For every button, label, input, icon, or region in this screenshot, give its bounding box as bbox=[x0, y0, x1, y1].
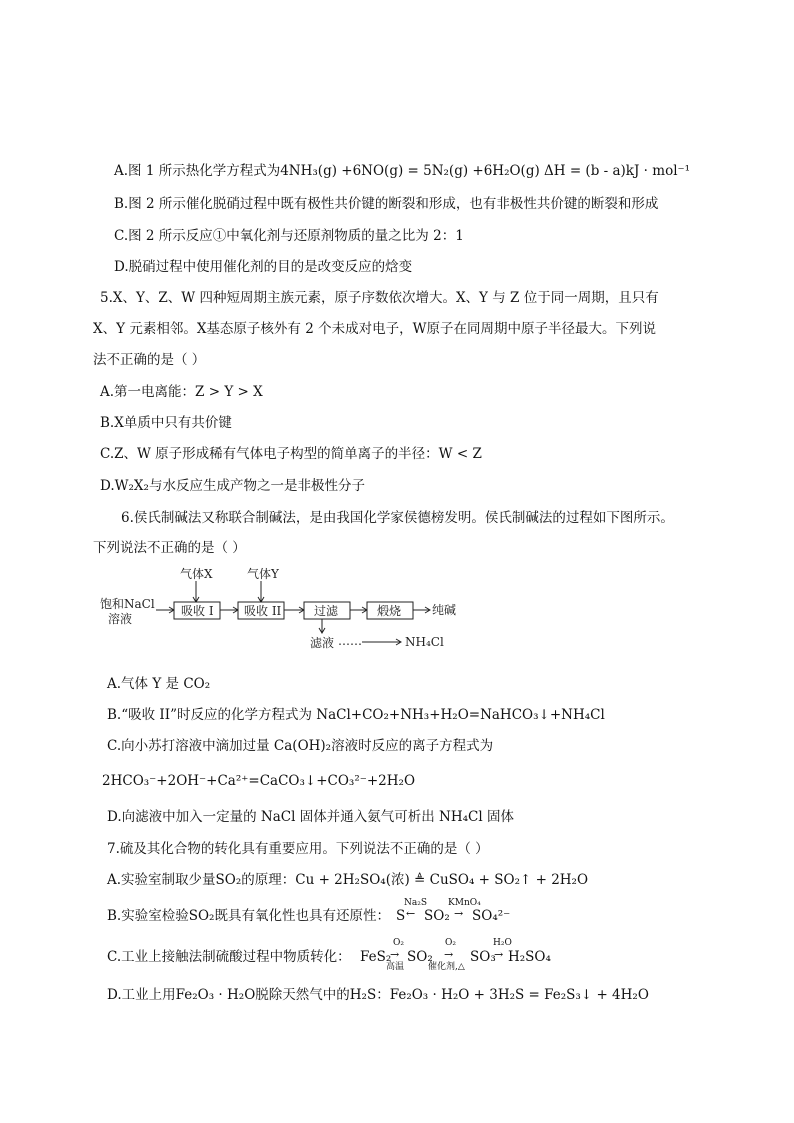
nh4cl-label: NH₄Cl bbox=[405, 635, 444, 649]
filtrate-label: 滤液 bbox=[310, 636, 335, 650]
q4-option-d: D.脱硝过程中使用催化剂的目的是改变反应的焓变 bbox=[114, 259, 413, 275]
q6-ionic-equation: 2HCO₃⁻+2OH⁻+Ca²⁺=CaCO₃↓+CO₃²⁻+2H₂O bbox=[102, 773, 416, 789]
q7-option-c-so3: SO₃ bbox=[470, 949, 496, 965]
q6-option-d: D.向滤液中加入一定量的 NaCl 固体并通入氨气可析出 NH₄Cl 固体 bbox=[107, 809, 514, 825]
q6-stem-line2: 下列说法不正确的是（ ） bbox=[93, 540, 246, 556]
q7-option-b-na2s: Na₂S bbox=[404, 898, 428, 908]
q4-option-a: A.图 1 所示热化学方程式为4NH₃(g) +6NO(g) = 5N₂(g) +6H₂O(g) ΔH = (b - a)kJ · mol⁻¹ bbox=[114, 163, 691, 179]
solvay-process-flow-diagram bbox=[100, 566, 480, 658]
q6-stem-line1: 6.侯氏制碱法又称联合制碱法，是由我国化学家侯德榜发明。侯氏制碱法的过程如下图所示。 bbox=[121, 510, 674, 526]
q7-option-c-high-temp: 高温 bbox=[386, 962, 405, 972]
q5-stem-line1: 5.X、Y、Z、W 四种短周期主族元素，原子序数依次增大。X、Y 与 Z 位于同一周期，且只有 bbox=[100, 290, 659, 306]
flow-input-line2: 溶液 bbox=[108, 612, 133, 626]
q7-option-b-so4: SO₄²⁻ bbox=[472, 908, 511, 924]
q7-option-c-arrow-1: → bbox=[390, 948, 400, 961]
q7-option-c-h2so4: H₂SO₄ bbox=[508, 949, 551, 965]
q7-option-b-kmno4: KMnO₄ bbox=[448, 898, 481, 908]
q5-option-d: D.W₂X₂与水反应生成产物之一是非极性分子 bbox=[100, 478, 365, 494]
filtrate-dots: …… bbox=[338, 634, 362, 648]
q7-option-b-left-arrow: ← bbox=[406, 907, 416, 920]
absorb-1-label: 吸收 I bbox=[181, 604, 214, 618]
q7-option-b-so2: SO₂ bbox=[424, 908, 450, 924]
q5-option-b: B.X单质中只有共价键 bbox=[100, 415, 232, 431]
q7-option-c-catalyst: 催化剂,△ bbox=[428, 962, 465, 972]
q7-option-c-so2: SO₂ bbox=[407, 949, 433, 965]
flow-gas-y-label: 气体Y bbox=[247, 567, 279, 581]
q7-option-c-fes2: FeS₂ bbox=[360, 949, 392, 965]
q7-option-b-sulfur: S bbox=[396, 908, 406, 924]
q7-option-c-arrow-3: → bbox=[494, 948, 504, 961]
q5-option-a: A.第一电离能：Z > Y > X bbox=[100, 384, 263, 400]
q4-option-b: B.图 2 所示催化脱硝过程中既有极性共价键的断裂和形成，也有非极性共价键的断裂和形成 bbox=[114, 196, 659, 212]
q7-option-c-text: C.工业上接触法制硫酸过程中物质转化： bbox=[107, 949, 351, 965]
absorb-2-label: 吸收 II bbox=[244, 604, 282, 618]
q7-option-b-text: B.实验室检验SO₂既具有氧化性也具有还原性： bbox=[107, 908, 390, 924]
q5-stem-line2: X、Y 元素相邻。X基态原子核外有 2 个未成对电子，W原子在同周期中原子半径最大。下列说 bbox=[93, 321, 656, 337]
calcine-label: 煅烧 bbox=[377, 604, 402, 618]
q4-option-c: C.图 2 所示反应①中氧化剂与还原剂物质的量之比为 2：1 bbox=[114, 228, 464, 244]
q5-option-c: C.Z、W 原子形成稀有气体电子构型的简单离子的半径：W < Z bbox=[100, 446, 482, 462]
flow-input-line1: 饱和NaCl bbox=[100, 597, 155, 611]
product-label: 纯碱 bbox=[432, 603, 457, 617]
q6-option-b: B.“吸收 II”时反应的化学方程式为 NaCl+CO₂+NH₃+H₂O=NaHCO₃↓+NH₄Cl bbox=[107, 707, 605, 723]
q7-option-a: A.实验室制取少量SO₂的原理：Cu + 2H₂SO₄(浓) ≜ CuSO₄ + SO₂↑ + 2H₂O bbox=[107, 872, 589, 888]
q7-option-c-o2-b: O₂ bbox=[445, 938, 456, 948]
flow-gas-x-label: 气体X bbox=[180, 567, 213, 581]
filter-label: 过滤 bbox=[314, 604, 339, 618]
q6-option-a: A.气体 Y 是 CO₂ bbox=[107, 676, 211, 692]
q7-option-c-o2-a: O₂ bbox=[393, 938, 404, 948]
q7-option-d: D.工业上用Fe₂O₃ · H₂O脱除天然气中的H₂S：Fe₂O₃ · H₂O + 3H₂S = Fe₂S₃↓ + 4H₂O bbox=[107, 987, 649, 1003]
q7-option-b-right-arrow: → bbox=[454, 907, 464, 920]
q5-stem-line3: 法不正确的是（ ） bbox=[93, 352, 206, 368]
q6-option-c: C.向小苏打溶液中滴加过量 Ca(OH)₂溶液时反应的离子方程式为 bbox=[107, 738, 494, 754]
q7-stem: 7.硫及其化合物的转化具有重要应用。下列说法不正确的是（ ） bbox=[107, 841, 489, 857]
q7-option-c-h2o: H₂O bbox=[493, 938, 512, 948]
q7-option-c-arrow-2: → bbox=[444, 948, 454, 961]
